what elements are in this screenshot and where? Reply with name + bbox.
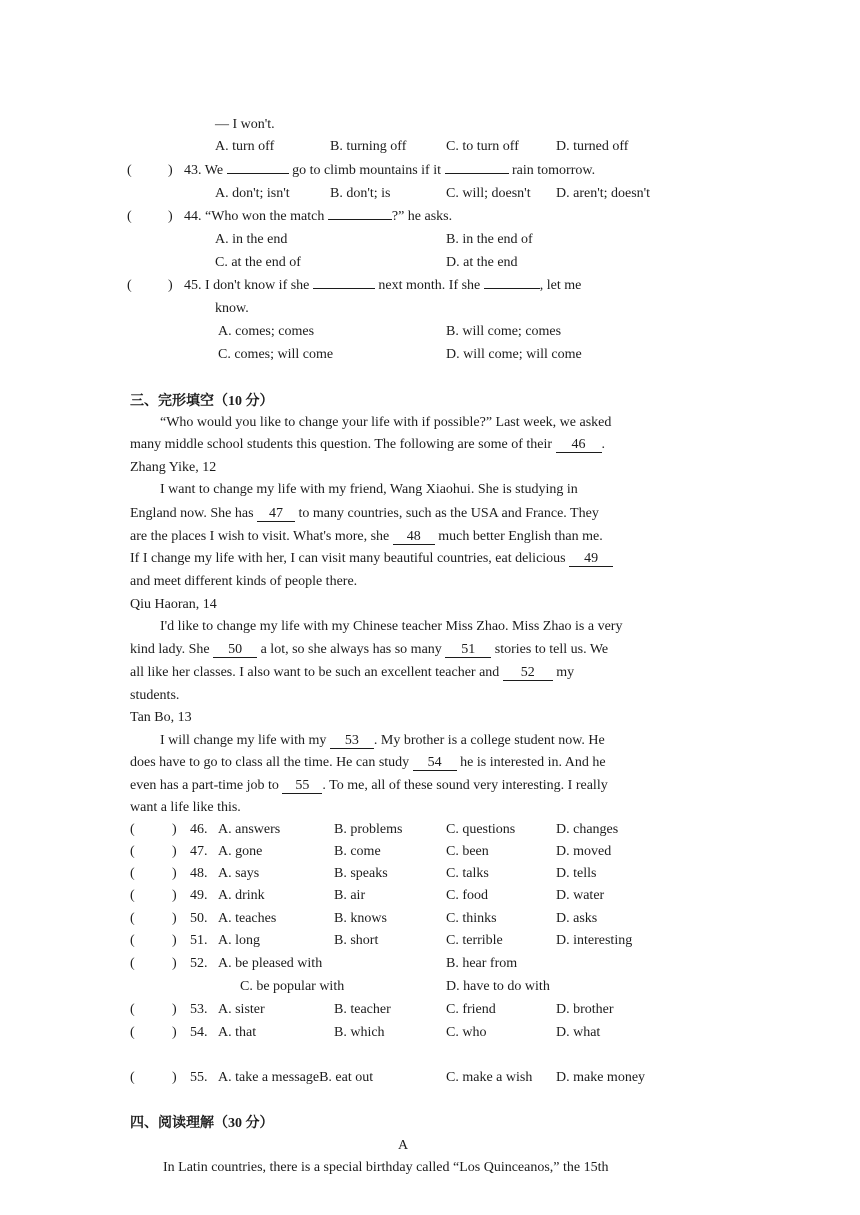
choice-paren-open: (: [130, 1025, 135, 1040]
q43-blank-1: [227, 173, 289, 174]
choice-option-d: D. have to do with: [446, 979, 550, 994]
choice-option-a: A. long: [218, 933, 260, 948]
s3-intro-end: .: [601, 437, 606, 452]
passage-label: A: [398, 1138, 409, 1153]
q43-option-d: D. aren't; doesn't: [556, 186, 651, 201]
q45-text-4: know.: [215, 301, 249, 316]
q43-blank-2: [445, 173, 509, 174]
s3-p1-line5: and meet different kinds of people there.: [130, 574, 358, 589]
q45-paren-open: (: [127, 278, 132, 293]
choice-option-b: B. hear from: [446, 956, 518, 971]
choice-paren-close: ): [172, 1025, 177, 1040]
s3-p3-line4: want a life like this.: [130, 800, 241, 815]
q45-paren-close: ): [168, 278, 173, 293]
s3-p2-line3: [130, 664, 574, 682]
q45-stem: [184, 277, 680, 295]
choice-number: 46.: [190, 822, 208, 837]
s3-p2-text-d: all like her classes. I also want to be such an excellent teacher and: [130, 665, 500, 680]
s3-p2-line2: [130, 641, 608, 659]
choice-paren-open: (: [130, 844, 135, 859]
blank-55: 55: [282, 778, 322, 794]
q44-text-1: “Who won the match: [205, 209, 325, 224]
s3-name-zhang: Zhang Yike, 12: [130, 460, 217, 475]
choice-paren-close: ): [172, 911, 177, 926]
choice-option-b: B. teacher: [334, 1002, 391, 1017]
q43-text-1: We: [204, 163, 224, 178]
q43-number: 43.: [184, 163, 202, 178]
choice-paren-close: ): [172, 956, 177, 971]
s3-p2-line1: I'd like to change my life with my Chinese teacher Miss Zhao. Miss Zhao is a very: [160, 619, 623, 634]
s3-p1-text-e: If I change my life with her, I can visit many beautiful countries, eat delicious: [130, 551, 566, 566]
s3-intro-text: many middle school students this question. The following are some of their: [130, 437, 553, 452]
choice-option-a: A. teaches: [218, 911, 277, 926]
choice-number: 54.: [190, 1025, 208, 1040]
section4-heading: 四、阅读理解（30 分）: [130, 1116, 274, 1131]
s3-p2-text-a: kind lady. She: [130, 642, 210, 657]
choice-option-a: A. take a messageB. eat out: [218, 1070, 374, 1085]
choice-option-b: B. speaks: [334, 866, 388, 881]
q45-number: 45.: [184, 278, 202, 293]
q43-text-2: go to climb mountains if it: [292, 163, 441, 178]
s3-p1-line3: [130, 528, 603, 546]
q44-option-d: D. at the end: [446, 255, 518, 270]
choice-option-c: C. food: [446, 888, 488, 903]
q44-option-a: A. in the end: [215, 232, 288, 247]
choice-option-d: D. water: [556, 888, 605, 903]
choice-paren-close: ): [172, 1070, 177, 1085]
blank-51: 51: [445, 642, 491, 658]
choice-paren-open: (: [130, 866, 135, 881]
s3-p3-text-c: does have to go to class all the time. He can study: [130, 755, 410, 770]
choice-paren-open: (: [130, 1002, 135, 1017]
s3-p3-text-e: even has a part-time job to: [130, 778, 279, 793]
q43-text-3: rain tomorrow.: [512, 163, 596, 178]
blank-52: 52: [503, 665, 553, 681]
choice-option-b: B. knows: [334, 911, 387, 926]
choice-number: 53.: [190, 1002, 208, 1017]
choice-number: 50.: [190, 911, 208, 926]
choice-option-a: A. gone: [218, 844, 263, 859]
choice-paren-open: (: [130, 933, 135, 948]
s3-p3-line3: [130, 777, 608, 795]
s3-p3-text-d: he is interested in. And he: [460, 755, 606, 770]
s3-p3-line1: [160, 732, 605, 750]
q45-option-d: D. will come; will come: [446, 347, 582, 362]
choice-number: 48.: [190, 866, 208, 881]
choice-number: 47.: [190, 844, 208, 859]
choice-paren-open: (: [130, 1070, 135, 1085]
choice-paren-open: (: [130, 888, 135, 903]
q45-text-2: next month. If she: [378, 278, 481, 293]
q44-text-2: ?” he asks.: [391, 209, 453, 224]
q44-stem: [184, 208, 452, 226]
choice-option-c: C. make a wish: [446, 1070, 533, 1085]
s3-p1-line1: I want to change my life with my friend, Wang Xiaohui. She is studying in: [160, 482, 578, 497]
choice-option-c: C. be popular with: [240, 979, 345, 994]
q42-answer-line: — I won't.: [215, 117, 275, 132]
q45-blank-2: [484, 288, 540, 289]
choice-option-a: A. be pleased with: [218, 956, 323, 971]
s3-p3-text-f: . To me, all of these sound very interesting. I really: [322, 778, 608, 793]
choice-paren-close: ): [172, 933, 177, 948]
choice-option-c: C. who: [446, 1025, 487, 1040]
choice-paren-close: ): [172, 822, 177, 837]
q43-paren-close: ): [168, 163, 173, 178]
q43-option-c: C. will; doesn't: [446, 186, 531, 201]
blank-47: 47: [257, 506, 295, 522]
choice-option-c: C. been: [446, 844, 489, 859]
q42-option-b: B. turning off: [330, 139, 407, 154]
blank-49: 49: [569, 551, 613, 567]
q45-option-a: A. comes; comes: [218, 324, 315, 339]
choice-option-a: A. sister: [218, 1002, 265, 1017]
q43-stem: [184, 162, 595, 180]
choice-option-c: C. friend: [446, 1002, 496, 1017]
choice-option-a: A. says: [218, 866, 260, 881]
choice-number: 49.: [190, 888, 208, 903]
s3-p3-line2: [130, 754, 606, 772]
q42-option-c: C. to turn off: [446, 139, 519, 154]
choice-paren-close: ): [172, 866, 177, 881]
choice-number: 55.: [190, 1070, 208, 1085]
q45-text-1: I don't know if she: [205, 278, 310, 293]
q45-blank-1: [313, 288, 375, 289]
s3-p2-line4: students.: [130, 688, 180, 703]
s3-p2-text-b: a lot, so she always has so many: [260, 642, 442, 657]
q43-option-b: B. don't; is: [330, 186, 391, 201]
choice-option-a: A. answers: [218, 822, 281, 837]
s3-p1-text-a: England now. She has: [130, 506, 254, 521]
section3-heading: 三、完形填空（10 分）: [130, 394, 274, 409]
choice-paren-close: ): [172, 844, 177, 859]
blank-54: 54: [413, 755, 457, 771]
q44-blank: [328, 219, 392, 220]
q42-option-d: D. turned off: [556, 139, 629, 154]
s3-p2-text-c: stories to tell us. We: [494, 642, 609, 657]
choice-option-d: D. what: [556, 1025, 601, 1040]
choice-option-d: D. tells: [556, 866, 597, 881]
choice-paren-open: (: [130, 911, 135, 926]
choice-option-a: A. that: [218, 1025, 257, 1040]
choice-option-d: D. moved: [556, 844, 612, 859]
s3-p3-text-a: I will change my life with my: [160, 733, 327, 748]
s3-name-qiu: Qiu Haoran, 14: [130, 597, 217, 612]
blank-50: 50: [213, 642, 257, 658]
q44-paren-open: (: [127, 209, 132, 224]
choice-option-d: D. asks: [556, 911, 598, 926]
choice-option-a: A. drink: [218, 888, 265, 903]
q45-option-b: B. will come; comes: [446, 324, 562, 339]
choice-paren-close: ): [172, 1002, 177, 1017]
q44-number: 44.: [184, 209, 202, 224]
passage-first-line: In Latin countries, there is a special birthday called “Los Quinceanos,” the 15th: [163, 1160, 609, 1175]
choice-paren-open: (: [130, 822, 135, 837]
choice-option-d: D. interesting: [556, 933, 633, 948]
s3-p3-text-b: . My brother is a college student now. He: [373, 733, 605, 748]
choice-number: 52.: [190, 956, 208, 971]
q43-paren-open: (: [127, 163, 132, 178]
choice-paren-open: (: [130, 956, 135, 971]
s3-p1-line2: [130, 505, 599, 523]
choice-option-b: B. problems: [334, 822, 403, 837]
choice-option-c: C. talks: [446, 866, 489, 881]
q43-option-a: A. don't; isn't: [215, 186, 290, 201]
s3-name-tan: Tan Bo, 13: [130, 710, 192, 725]
q45-option-c: C. comes; will come: [218, 347, 334, 362]
q44-paren-close: ): [168, 209, 173, 224]
blank-53: 53: [330, 733, 374, 749]
choice-option-b: B. air: [334, 888, 366, 903]
s3-intro-line1: “Who would you like to change your life with if possible?” Last week, we asked: [160, 415, 612, 430]
choice-option-d: D. brother: [556, 1002, 614, 1017]
choice-option-b: B. come: [334, 844, 381, 859]
choice-option-c: C. questions: [446, 822, 516, 837]
q44-option-b: B. in the end of: [446, 232, 533, 247]
choice-option-c: C. thinks: [446, 911, 497, 926]
s3-p2-text-e: my: [556, 665, 575, 680]
q42-option-a: A. turn off: [215, 139, 275, 154]
blank-48: 48: [393, 529, 435, 545]
q44-option-c: C. at the end of: [215, 255, 301, 270]
s3-intro-line2: [130, 436, 605, 454]
choice-paren-close: ): [172, 888, 177, 903]
blank-46: 46: [556, 437, 602, 453]
q45-text-3: , let me: [539, 278, 582, 293]
s3-p1-line4: [130, 550, 613, 568]
s3-p1-text-d: much better English than me.: [438, 529, 603, 544]
choice-option-d: D. make money: [556, 1070, 646, 1085]
choice-option-d: D. changes: [556, 822, 619, 837]
s3-p1-text-c: are the places I wish to visit. What's more, she: [130, 529, 390, 544]
choice-option-c: C. terrible: [446, 933, 503, 948]
s3-p1-text-b: to many countries, such as the USA and France. They: [298, 506, 599, 521]
choice-option-b: B. short: [334, 933, 379, 948]
choice-option-b: B. which: [334, 1025, 385, 1040]
choice-number: 51.: [190, 933, 208, 948]
